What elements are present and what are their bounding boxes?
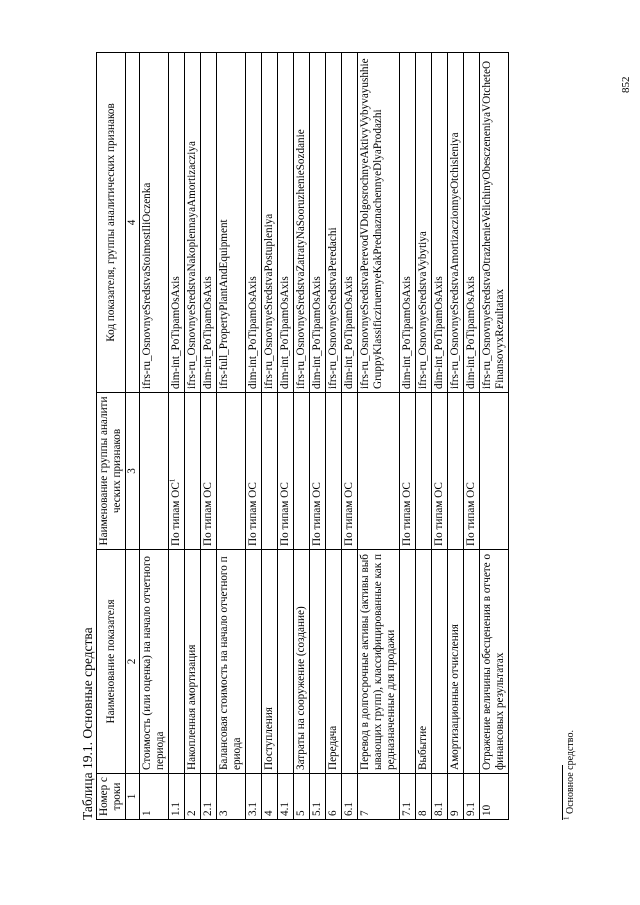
code-cell: ifrs-ru_OsnovnyeSredstvaPeredachi [326,53,342,393]
row-number-cell: 1.1 [169,774,185,820]
table-row [400,53,416,820]
indicator-name-cell [464,550,480,774]
footnote-marker: 1 [562,816,571,820]
code-cell: dim-int_PoTipamOsAxis [310,53,326,393]
table-row [448,53,464,820]
table-row [480,53,509,820]
group-name-cell [326,393,342,550]
code-cell: dim-int_PoTipamOsAxis [342,53,358,393]
code-cell: ifrs-ru_OsnovnyeSredstvaPostupleniya [262,53,278,393]
row-number-cell: 7 [358,774,400,820]
table-row [185,53,201,820]
code-cell: dim-int_PoTipamOsAxis [464,53,480,393]
indicator-name-cell: Выбытие [416,550,432,774]
group-name-cell [416,393,432,550]
indicator-name-cell: Передача [326,550,342,774]
code-cell: dim-int_PoTipamOsAxis [201,53,217,393]
footnote-divider [562,765,563,820]
header-row-number: Номер строки [97,774,126,820]
indicator-name-cell: Амортизационные отчисления [448,550,464,774]
table-row [140,53,169,820]
code-cell: ifrs-ru_OsnovnyeSredstvaPerevodVDolgosrochnyeAktivyVybyvayushhieGruppyKlassificziruemyeKakPrednaznachennyeDlyaProdazhi [358,53,400,393]
indicator-name-cell [201,550,217,774]
group-name-cell: По типам ОС [464,393,480,550]
code-cell: ifrs-full_PropertyPlantAndEquipment [217,53,246,393]
indicator-name-cell [342,550,358,774]
group-name-cell [294,393,310,550]
group-name-cell [217,393,246,550]
page-number: 852 [620,76,632,93]
table-row [416,53,432,820]
group-name-cell [262,393,278,550]
group-name-cell: По типам ОС [201,393,217,550]
footnote-ref: 1 [168,478,177,483]
row-number-cell: 6 [326,774,342,820]
indicator-name-cell [246,550,262,774]
indicator-name-cell: Отражение величины обесценения в отчете о финансовых результатах [480,550,509,774]
indicator-name-cell: Затраты на сооружение (создание) [294,550,310,774]
code-cell: dim-int_PoTipamOsAxis [400,53,416,393]
row-number-cell: 2 [185,774,201,820]
row-number-cell: 4 [262,774,278,820]
table-row [326,53,342,820]
table-row [278,53,294,820]
row-number-cell: 3 [217,774,246,820]
column-number: 1 [126,774,140,820]
indicator-name-cell [169,550,185,774]
table-row [169,53,185,820]
indicator-name-cell: Поступления [262,550,278,774]
table-row [262,53,278,820]
table-row [358,53,400,820]
indicator-name-cell: Перевод в долгосрочные активы (активы выбывающих групп), классифицированные как предназначенные для продажи [358,550,400,774]
row-number-cell: 5 [294,774,310,820]
code-cell: ifrs-ru_OsnovnyeSredstvaStoimostIliOczenka [140,53,169,393]
table-row [310,53,326,820]
table-row [294,53,310,820]
header-group-name: Наименование группы аналитических признаков [97,393,126,550]
indicator-name-cell [278,550,294,774]
group-name-cell [169,393,185,550]
row-number-cell: 8.1 [432,774,448,820]
group-name-cell [448,393,464,550]
group-name-cell: По типам ОС [342,393,358,550]
code-cell: ifrs-ru_OsnovnyeSredstvaNakoplennayaAmortizacziya [185,53,201,393]
header-row [97,53,126,820]
column-number: 4 [126,53,140,393]
row-number-cell: 4.1 [278,774,294,820]
code-cell: ifrs-ru_OsnovnyeSredstvaVybytiya [416,53,432,393]
row-number-cell: 7.1 [400,774,416,820]
row-number-cell: 2.1 [201,774,217,820]
code-cell: ifrs-ru_OsnovnyeSredstvaZatratyNaSooruzhenieSozdanie [294,53,310,393]
group-name-cell [480,393,509,550]
row-number-cell: 10 [480,774,509,820]
group-name-cell [358,393,400,550]
group-name-cell [140,393,169,550]
column-number: 3 [126,393,140,550]
indicator-name-cell [432,550,448,774]
group-name-text: По типам ОС [170,482,182,546]
row-number-cell: 6.1 [342,774,358,820]
footnote-text: Основное средство. [565,730,576,814]
table-row [201,53,217,820]
header-code: Код показателя, группы аналитических признаков [97,53,126,393]
group-name-cell: По типам ОС [432,393,448,550]
code-cell: dim-int_PoTipamOsAxis [432,53,448,393]
code-cell: dim-int_PoTipamOsAxis [169,53,185,393]
row-number-cell: 5.1 [310,774,326,820]
group-name-cell: По типам ОС [278,393,294,550]
table-row [246,53,262,820]
table-caption: Таблица 19.1. Основные средства [80,627,95,820]
group-name-cell: По типам ОС [310,393,326,550]
indicator-name-cell: Накопленная амортизация [185,550,201,774]
column-number-row [126,53,140,820]
table-row [432,53,448,820]
group-name-cell: По типам ОС [246,393,262,550]
table-row [217,53,246,820]
indicator-name-cell [400,550,416,774]
code-cell: ifrs-ru_OsnovnyeSredstvaOtrazhenieVelichinyObesczeneniyaVOtcheteOFinansovyxRezultatax [480,53,509,393]
row-number-cell: 9.1 [464,774,480,820]
table-row [464,53,480,820]
table-row [342,53,358,820]
fixed-assets-table [96,52,509,820]
indicator-name-cell: Балансовая стоимость на начало отчетного периода [217,550,246,774]
code-cell: ifrs-ru_OsnovnyeSredstvaAmortizaczionnyeOtchisleniya [448,53,464,393]
row-number-cell: 9 [448,774,464,820]
code-cell: dim-int_PoTipamOsAxis [278,53,294,393]
header-indicator-name: Наименование показателя [97,550,126,774]
row-number-cell: 1 [140,774,169,820]
footnote [562,730,576,820]
row-number-cell: 3.1 [246,774,262,820]
indicator-name-cell [310,550,326,774]
row-number-cell: 8 [416,774,432,820]
indicator-name-cell: Стоимость (или оценка) на начало отчетного периода [140,550,169,774]
column-number: 2 [126,550,140,774]
code-cell: dim-int_PoTipamOsAxis [246,53,262,393]
group-name-cell [185,393,201,550]
group-name-cell: По типам ОС [400,393,416,550]
